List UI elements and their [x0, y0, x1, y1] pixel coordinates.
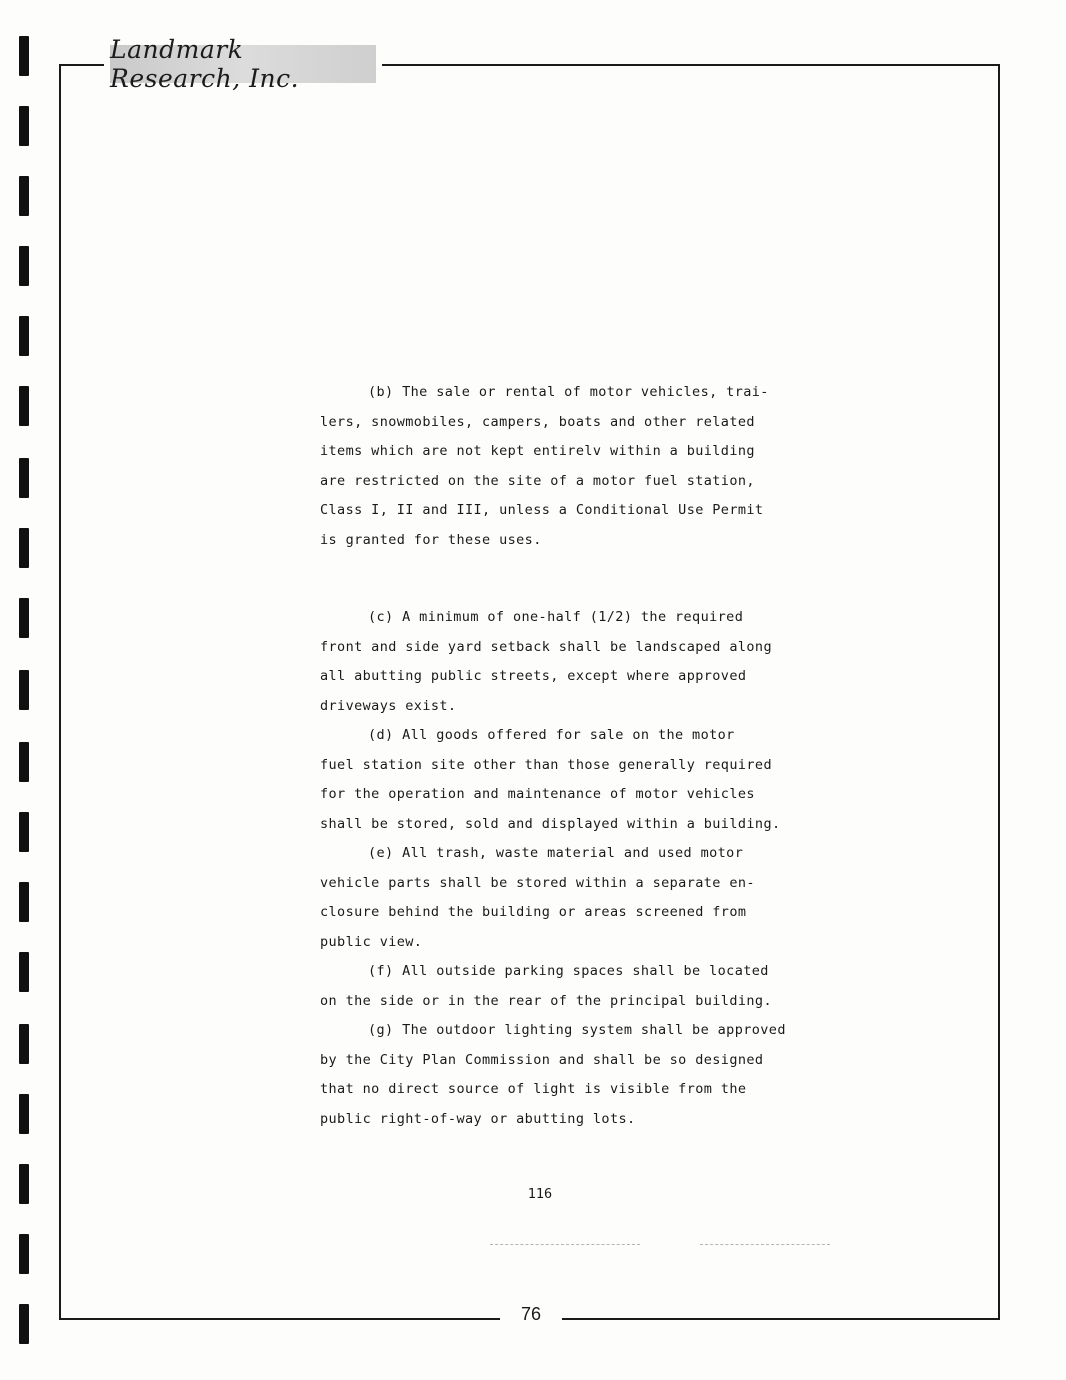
binder-mark: [19, 458, 29, 498]
folio-number: 76: [520, 1304, 542, 1324]
page-number: 116: [527, 1186, 553, 1202]
binder-mark: [19, 176, 29, 216]
binder-mark: [19, 36, 29, 76]
text-line: items which are not kept entirelv within a building: [320, 443, 755, 459]
paragraph-f: [320, 957, 830, 1016]
text-line: shall be stored, sold and displayed within a building.: [320, 815, 781, 832]
text-line: fuel station site other than those generally required: [320, 756, 772, 773]
text-line: (c) A minimum of one-half (1/2) the required: [368, 609, 744, 625]
text-line: are restricted on the site of a motor fuel station,: [320, 472, 755, 489]
text-line: on the side or in the rear of the principal building.: [320, 992, 772, 1009]
binder-mark: [19, 246, 29, 286]
paragraph-c: [320, 603, 830, 721]
text-line: front and side yard setback shall be landscaped along: [320, 638, 772, 655]
binder-mark: [19, 386, 29, 426]
binder-mark: [19, 742, 29, 782]
binder-mark: [19, 882, 29, 922]
text-line: lers, snowmobiles, campers, boats and other related: [320, 413, 755, 430]
text-line: (e) All trash, waste material and used motor: [368, 845, 744, 861]
text-line: (b) The sale or rental of motor vehicles, trai-: [368, 384, 769, 400]
paragraph-g: [320, 1016, 830, 1134]
text-line: by the City Plan Commission and shall be so designed: [320, 1051, 764, 1068]
scan-artifact: [700, 1244, 830, 1246]
binder-mark: [19, 598, 29, 638]
binder-mark: [19, 812, 29, 852]
document-body: [320, 378, 830, 1134]
text-line: for the operation and maintenance of motor vehicles: [320, 786, 755, 802]
text-line: (g) The outdoor lighting system shall be approved: [368, 1022, 786, 1038]
binder-mark: [19, 1234, 29, 1274]
text-line: Class I, II and III, unless a Conditional Use Permit: [320, 502, 764, 518]
paragraph-b: [320, 378, 830, 555]
text-line: is granted for these uses.: [320, 531, 542, 548]
binder-mark: [19, 670, 29, 710]
binder-mark: [19, 952, 29, 992]
binder-mark: [19, 1094, 29, 1134]
text-line: vehicle parts shall be stored within a separate en-: [320, 874, 755, 891]
binder-mark: [19, 528, 29, 568]
binder-mark: [19, 1304, 29, 1344]
text-line: public view.: [320, 933, 423, 950]
binder-mark: [19, 316, 29, 356]
text-line: that no direct source of light is visible from the: [320, 1081, 747, 1097]
company-logo: Landmark Research, Inc.: [110, 45, 376, 83]
binder-mark: [19, 106, 29, 146]
text-line: closure behind the building or areas screened from: [320, 904, 747, 920]
binder-mark: [19, 1024, 29, 1064]
text-line: public right-of-way or abutting lots.: [320, 1110, 636, 1127]
paragraph-e: [320, 839, 830, 957]
paragraph-d: [320, 721, 830, 839]
text-line: all abutting public streets, except where approved: [320, 668, 747, 684]
scan-artifact: [490, 1244, 640, 1246]
text-line: driveways exist.: [320, 697, 457, 714]
text-line: (d) All goods offered for sale on the motor: [368, 727, 735, 743]
binder-mark: [19, 1164, 29, 1204]
text-line: (f) All outside parking spaces shall be located: [368, 963, 769, 979]
